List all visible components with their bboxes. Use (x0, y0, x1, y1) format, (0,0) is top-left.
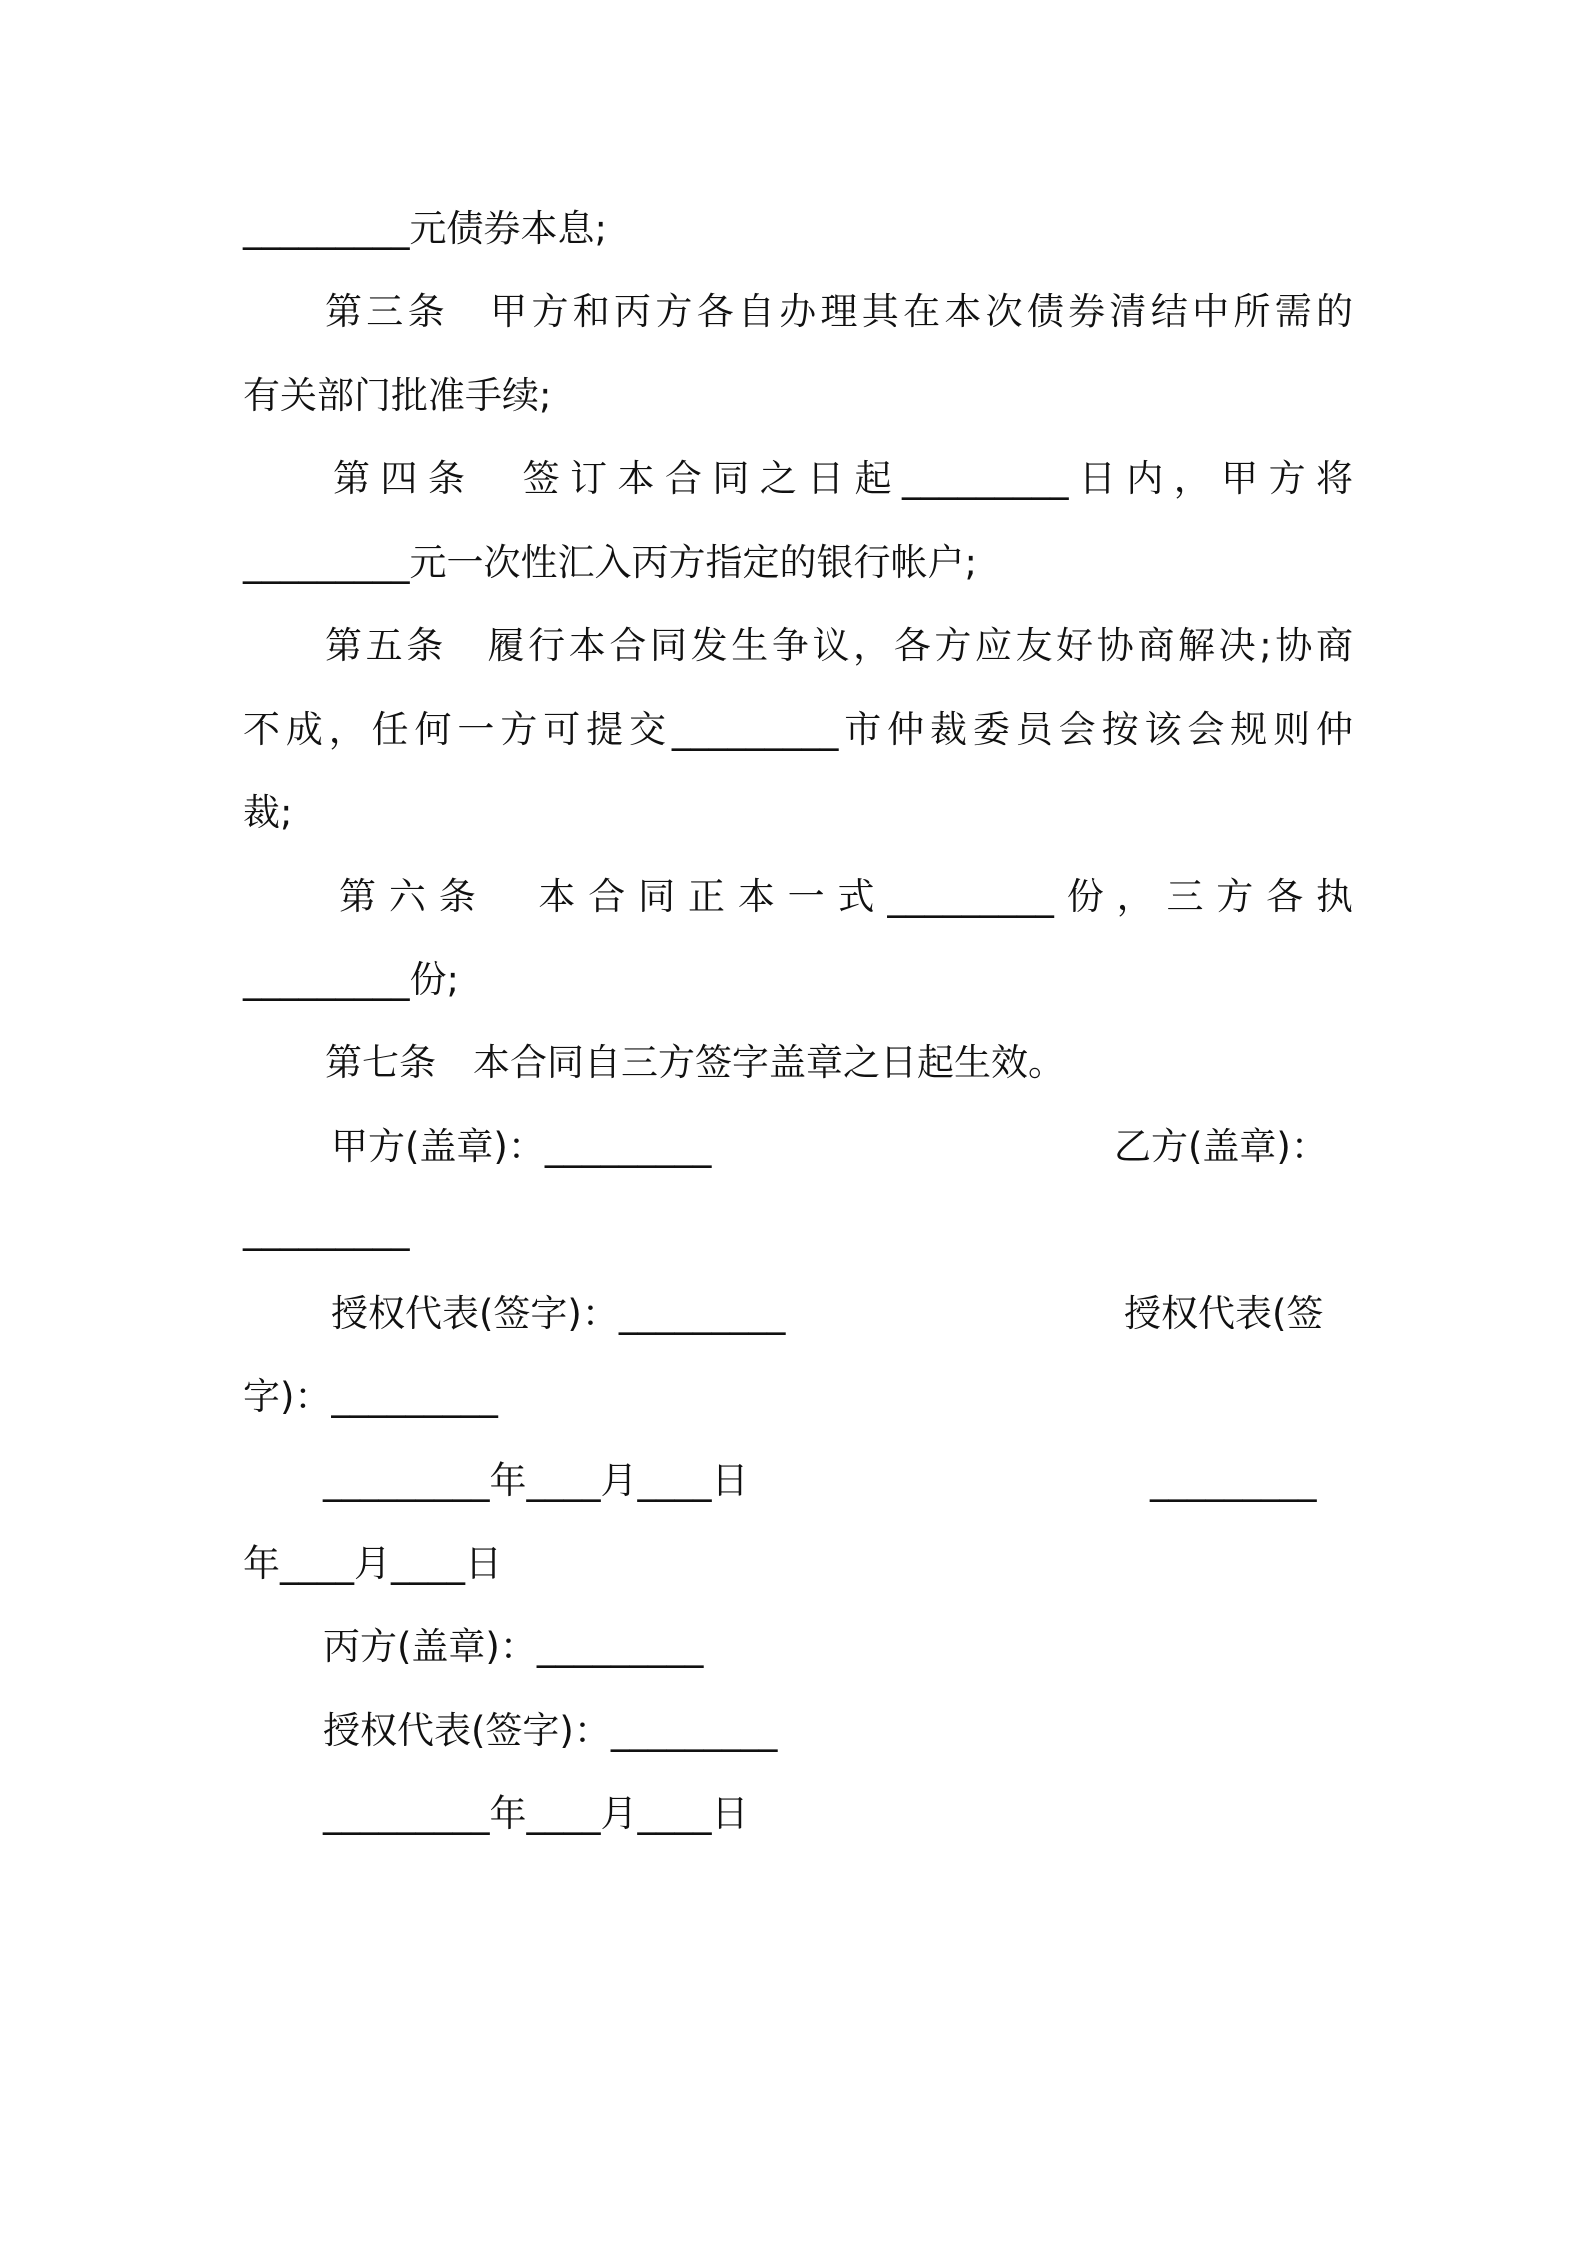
article-4-line-2: _________元一次性汇入丙方指定的银行帐户; (243, 541, 977, 584)
party-c-seal: 丙方(盖章)：_________ (323, 1625, 704, 1668)
article-4-line-1: 第四条 签订本合同之日起_________日内，甲方将 (333, 457, 1353, 500)
article-3-line-2: 有关部门批准手续; (243, 374, 552, 417)
article-5-line-3: 裁; (243, 791, 293, 834)
article-5-line-2: 不成，任何一方可提交_________市仲裁委员会按该会规则仲 (243, 708, 1353, 751)
party-a-seal: 甲方(盖章)：_________ (331, 1125, 712, 1168)
party-b-date: 年____月____日 (243, 1542, 502, 1585)
article-5-line-1: 第五条 履行本合同发生争议，各方应友好协商解决;协商 (325, 624, 1353, 667)
party-b-representative: 授权代表(签 (1124, 1292, 1324, 1335)
party-b-representative-cont: 字)：_________ (243, 1375, 498, 1418)
party-b-seal-blank: _________ (243, 1208, 410, 1251)
party-a-date: _________年____月____日 (323, 1459, 749, 1502)
party-a-representative: 授权代表(签字)：_________ (331, 1292, 786, 1335)
article-6-line-1: 第六条 本合同正本一式_________份，三方各执 (339, 875, 1353, 918)
line-bond-principal: _________元债券本息; (243, 207, 607, 250)
party-b-date-blank: _________ (1150, 1459, 1317, 1502)
party-b-seal: 乙方(盖章)： (1114, 1125, 1328, 1168)
party-c-representative: 授权代表(签字)：_________ (323, 1709, 778, 1752)
article-6-line-2: _________份; (243, 958, 459, 1001)
party-c-date: _________年____月____日 (323, 1792, 749, 1835)
article-3-line-1: 第三条 甲方和丙方各自办理其在本次债券清结中所需的 (325, 290, 1353, 333)
article-7: 第七条 本合同自三方签字盖章之日起生效。 (325, 1041, 1065, 1084)
